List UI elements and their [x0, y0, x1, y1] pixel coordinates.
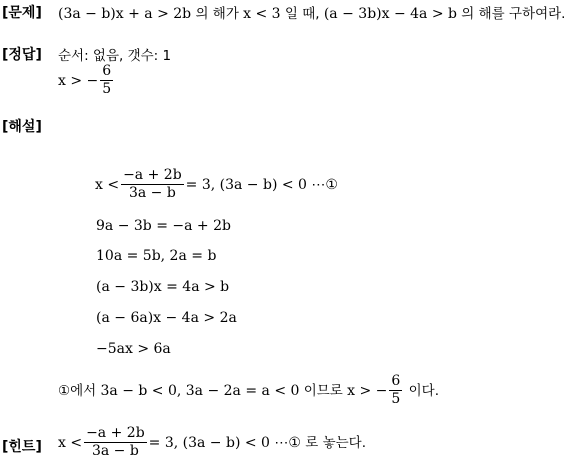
solution-line-2: 9a − 3b = −a + 2b — [96, 218, 231, 234]
problem-text-3: 의 해를 구하여라. — [457, 6, 566, 22]
conclusion-fraction — [389, 374, 402, 408]
problem-expr-3: (a − 3b)x − 4a > b — [323, 6, 457, 22]
hint-suffix: 로 놓는다. — [300, 434, 367, 451]
conclusion-frac-den: 5 — [391, 391, 401, 408]
conclusion-frac-num: 6 — [389, 374, 402, 391]
hint-frac-den: 3a − b — [91, 443, 139, 460]
answer-frac-den: 5 — [102, 81, 112, 98]
hint-rhs: = 3, (3a − b) < 0 ⋯① — [148, 434, 301, 451]
conclusion-suffix: 이다. — [404, 382, 440, 399]
solution-line-6: −5ax > 6a — [96, 341, 171, 357]
answer-frac-num: 6 — [100, 64, 113, 81]
problem-label: [문제] — [2, 5, 42, 21]
solution-line-5: (a − 6a)x − 4a > 2a — [96, 310, 237, 326]
conclusion-mid: 이므로 — [299, 382, 348, 399]
problem-text-2: 일 때, — [280, 6, 324, 22]
solution-line-1-num: −a + 2b — [121, 168, 184, 185]
conclusion-prefix: ①에서 — [58, 382, 101, 399]
answer-inequality — [58, 64, 115, 98]
conclusion-expr: 3a − b < 0, 3a − 2a = a < 0 — [100, 382, 300, 399]
problem-expr-2: x < 3 — [243, 6, 281, 22]
conclusion-ineq: x > − — [347, 382, 388, 399]
solution-label: [해설] — [2, 119, 42, 135]
problem-expr-1: (3a − b)x + a > 2b — [58, 6, 192, 22]
solution-line-1-fraction — [121, 168, 184, 202]
solution-line-1-den: 3a − b — [128, 185, 176, 202]
solution-conclusion — [58, 374, 439, 408]
problem-text — [58, 2, 565, 22]
answer-label: [정답] — [2, 47, 42, 63]
problem-text-1: 의 해가 — [191, 6, 244, 22]
solution-line-1 — [95, 168, 338, 202]
solution-line-1-lhs: x < — [95, 176, 120, 193]
solution-line-3: 10a = 5b, 2a = b — [96, 248, 217, 264]
hint-text — [58, 426, 366, 460]
hint-lhs: x < — [58, 434, 83, 451]
answer-ineq-lhs: x > − — [58, 72, 99, 89]
answer-order-count: 순서: 없음, 갯수: 1 — [58, 48, 172, 64]
answer-fraction — [100, 64, 113, 98]
hint-label: [힌트] — [2, 439, 42, 455]
hint-fraction — [84, 426, 147, 460]
solution-line-4: (a − 3b)x = 4a > b — [96, 279, 230, 295]
hint-frac-num: −a + 2b — [84, 426, 147, 443]
solution-line-1-rhs: = 3, (3a − b) < 0 ⋯① — [185, 176, 338, 193]
